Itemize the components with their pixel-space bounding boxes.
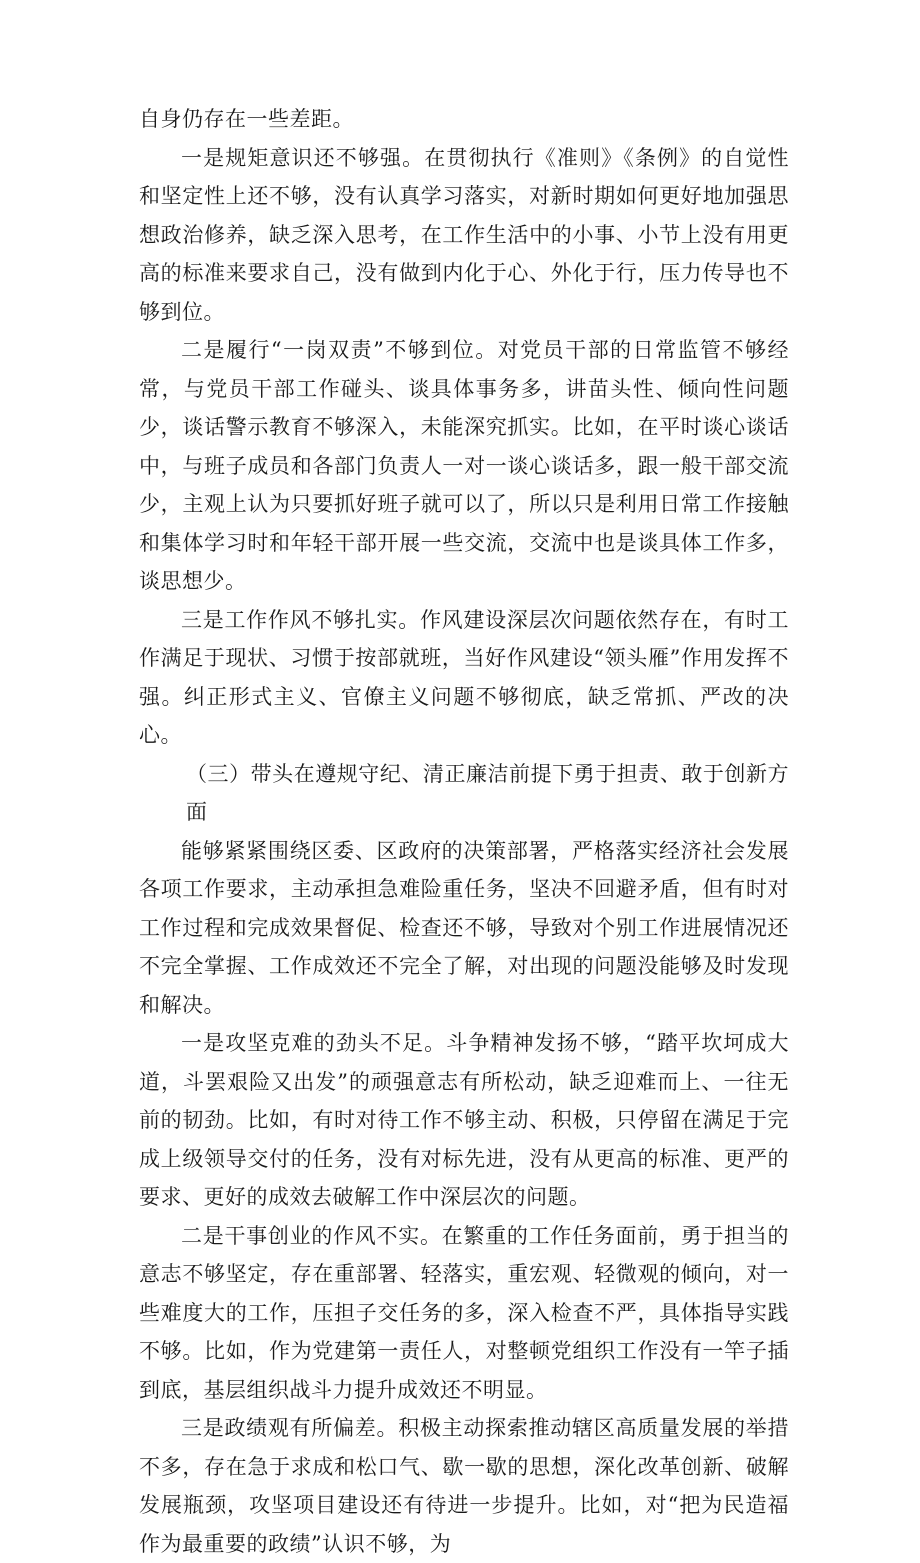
paragraph-section-3-intro: 能够紧紧围绕区委、区政府的决策部署，严格落实经济社会发展各项工作要求，主动承担急难险重任务，坚决不回避矛盾，但有时对工作过程和完成效果督促、检查还不够，导致对个别工作进展情况还不完全掌握、工作成效还不完全了解，对出现的问题没能够及时发现和解决。 xyxy=(139,838,789,1017)
paragraph-dual-responsibility: 二是履行“一岗双责”不够到位。对党员干部的日常监管不够经常，与党员干部工作碰头、谈具体事务多，讲苗头性、倾向性问题少，谈话警示教育不够深入，未能深究抓实。比如，在平时谈心谈话中，与班子成员和各部门负责人一对一谈心谈话多，跟一般干部交流少，主观上认为只要抓好班子就可以了，所以只是利用日常工作接触和集体学习时和年轻干部开展一些交流，交流中也是谈具体工作多，谈思想少。 xyxy=(139,338,789,593)
paragraph-tackling-difficulties: 一是攻坚克难的劲头不足。斗争精神发扬不够，“踏平坎坷成大道，斗罢艰险又出发”的顽强意志有所松动，缺乏迎难而上、一往无前的韧劲。比如，有时对待工作不够主动、积极，只停留在满足于完成上级领导交付的任务，没有对标先进，没有从更高的标准、更严的要求、更好的成效去破解工作中深层次的问题。 xyxy=(139,1031,789,1209)
paragraph-continuation: 自身仍存在一些差距。 xyxy=(139,107,354,131)
document-body xyxy=(139,100,789,1563)
paragraph-entrepreneurial-style: 二是干事创业的作风不实。在繁重的工作任务面前，勇于担当的意志不够坚定，存在重部署、轻落实，重宏观、轻微观的倾向，对一些难度大的工作，压担子交任务的多，深入检查不严，具体指导实践不够。比如，作为党建第一责任人，对整顿党组织工作没有一竿子插到底，基层组织战斗力提升成效还不明显。 xyxy=(139,1223,789,1402)
paragraph-performance-view: 三是政绩观有所偏差。积极主动探索推动辖区高质量发展的举措不多，存在急于求成和松口气、歇一歇的思想，深化改革创新、破解发展瓶颈，攻坚项目建设还有待进一步提升。比如，对“把为民造福作为最重要的政绩”认识不够，为 xyxy=(139,1416,789,1556)
paragraph-rule-awareness: 一是规矩意识还不够强。在贯彻执行《准则》《条例》的自觉性和坚定性上还不够，没有认真学习落实，对新时期如何更好地加强思想政治修养，缺乏深入思考，在工作生活中的小事、小节上没有用更高的标准来要求自己，没有做到内化于心、外化于行，压力传导也不够到位。 xyxy=(139,145,789,324)
section-heading-3: （三）带头在遵规守纪、清正廉洁前提下勇于担责、敢于创新方面 xyxy=(186,761,789,824)
paragraph-work-style: 三是工作作风不够扎实。作风建设深层次问题依然存在，有时工作满足于现状、习惯于按部就班，当好作风建设“领头雁”作用发挥不强。纠正形式主义、官僚主义问题不够彻底，缺乏常抓、严改的决心。 xyxy=(139,607,789,747)
